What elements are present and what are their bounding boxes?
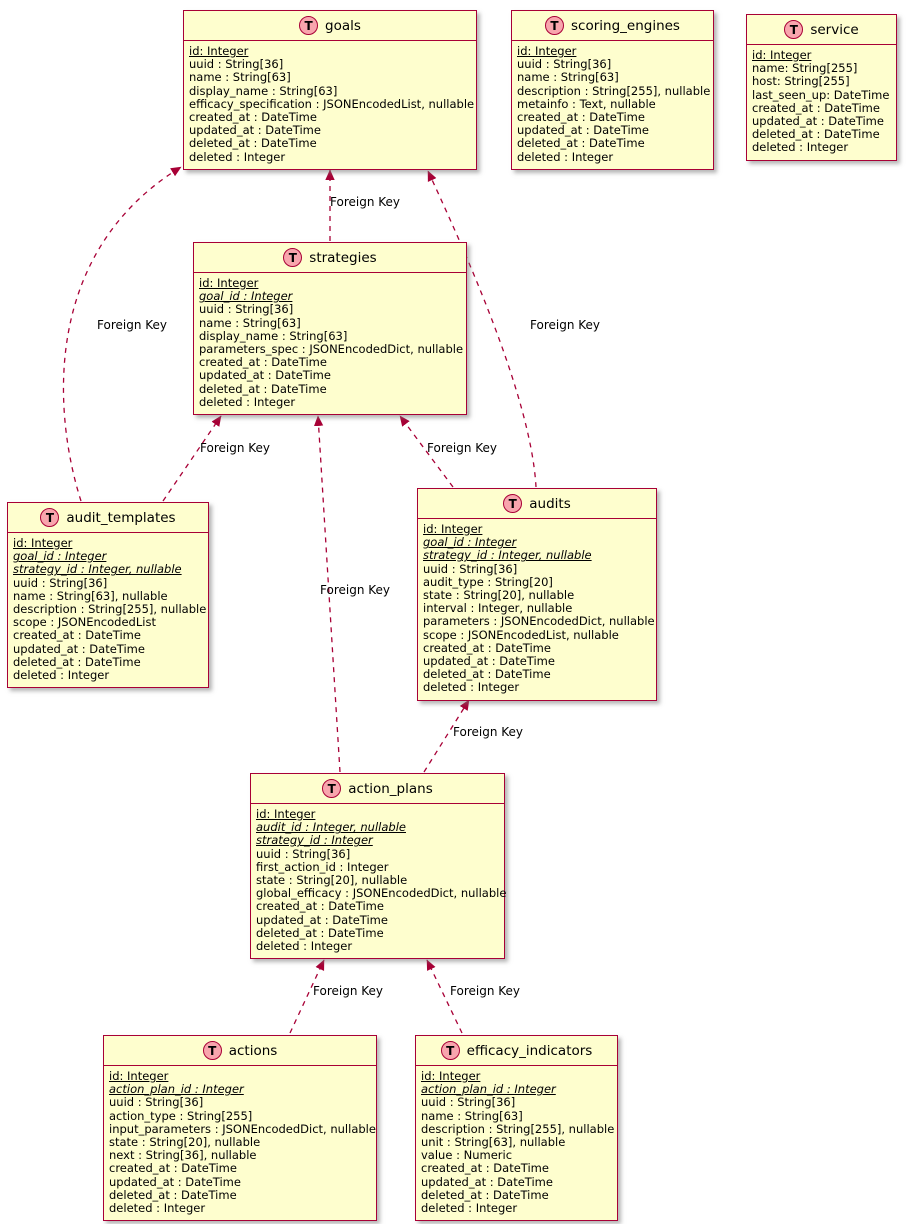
field-plain: uuid : String[36] xyxy=(517,57,612,72)
table-title: efficacy_indicators xyxy=(466,1042,593,1059)
table-header xyxy=(104,1036,376,1066)
field-plain: host: String[255] xyxy=(752,74,850,89)
field-pk: id: Integer xyxy=(256,807,316,821)
edge-label-action-plans-audits: Foreign Key xyxy=(453,725,523,739)
field-plain: updated_at : DateTime xyxy=(517,123,649,138)
field-plain: uuid : String[36] xyxy=(189,57,284,72)
table-type-icon: T xyxy=(441,1041,460,1060)
field-pk: id: Integer xyxy=(13,536,73,550)
field-plain: deleted : Integer xyxy=(423,680,520,695)
field-plain: next : String[36], nullable xyxy=(109,1148,257,1163)
table-strategies xyxy=(193,242,467,415)
field-plain: created_at : DateTime xyxy=(109,1161,237,1176)
field-plain: description : String[255], nullable xyxy=(421,1121,615,1136)
field-fk: audit_id : Integer, nullable xyxy=(256,820,406,835)
edge-label-efficacy-indicators-action-plans: Foreign Key xyxy=(450,984,520,998)
field-plain: deleted_at : DateTime xyxy=(256,925,384,940)
field-plain: updated_at : DateTime xyxy=(421,1174,553,1189)
field-plain: created_at : DateTime xyxy=(199,355,327,370)
table-title: action_plans xyxy=(348,780,433,797)
table-title: goals xyxy=(325,17,361,34)
field-plain: audit_type : String[20] xyxy=(423,574,553,589)
field-plain: uuid : String[36] xyxy=(256,846,351,861)
table-header xyxy=(747,15,896,45)
field-plain: updated_at : DateTime xyxy=(109,1174,241,1189)
table-type-icon: T xyxy=(322,779,341,798)
field-list xyxy=(8,533,208,687)
field-plain: input_parameters : JSONEncodedDict, nullable xyxy=(109,1121,376,1136)
field-plain: name: String[255] xyxy=(752,61,858,76)
field-plain: updated_at : DateTime xyxy=(13,641,145,656)
edge-label-strategies-goals: Foreign Key xyxy=(330,195,400,209)
field-plain: deleted : Integer xyxy=(109,1201,206,1216)
table-type-icon: T xyxy=(503,494,522,513)
field-fk: action_plan_id : Integer xyxy=(109,1082,244,1097)
field-plain: interval : Integer, nullable xyxy=(423,601,573,616)
field-list xyxy=(418,519,656,700)
edge-label-actions-action-plans: Foreign Key xyxy=(313,984,383,998)
field-fk: goal_id : Integer xyxy=(423,535,517,550)
table-service xyxy=(746,14,897,161)
field-plain: deleted_at : DateTime xyxy=(189,136,317,151)
edge-label-audits-strategies: Foreign Key xyxy=(427,441,497,455)
field-plain: created_at : DateTime xyxy=(189,110,317,125)
field-plain: deleted_at : DateTime xyxy=(199,381,327,396)
table-goals xyxy=(183,10,477,170)
field-plain: deleted_at : DateTime xyxy=(752,127,880,142)
field-plain: unit : String[63], nullable xyxy=(421,1135,566,1150)
field-list xyxy=(251,804,507,958)
field-plain: deleted : Integer xyxy=(189,149,286,164)
field-plain: state : String[20], nullable xyxy=(256,873,408,888)
field-plain: deleted : Integer xyxy=(421,1201,518,1216)
edge-label-audit-templates-goals: Foreign Key xyxy=(97,318,167,332)
field-plain: updated_at : DateTime xyxy=(752,114,884,129)
table-audits xyxy=(417,488,657,701)
field-plain: deleted : Integer xyxy=(13,668,110,683)
field-plain: deleted_at : DateTime xyxy=(109,1187,237,1202)
field-plain: name : String[63] xyxy=(421,1108,523,1123)
field-plain: scope : JSONEncodedList xyxy=(13,615,156,630)
field-plain: display_name : String[63] xyxy=(189,83,338,98)
field-plain: uuid : String[36] xyxy=(421,1095,516,1110)
field-plain: created_at : DateTime xyxy=(423,640,551,655)
field-plain: deleted : Integer xyxy=(256,939,353,954)
field-plain: description : String[255], nullable xyxy=(517,83,711,98)
field-list xyxy=(104,1066,376,1220)
table-type-icon: T xyxy=(203,1041,222,1060)
table-scoring-engines xyxy=(511,10,714,170)
field-pk: id: Integer xyxy=(421,1069,481,1083)
field-plain: parameters_spec : JSONEncodedDict, nullable xyxy=(199,342,464,357)
table-title: audits xyxy=(529,495,571,512)
field-plain: efficacy_specification : JSONEncodedList, nullable xyxy=(189,96,475,111)
field-plain: global_efficacy : JSONEncodedDict, nullable xyxy=(256,886,507,901)
field-list xyxy=(416,1066,617,1220)
field-list xyxy=(194,273,466,414)
field-plain: deleted_at : DateTime xyxy=(421,1187,549,1202)
field-plain: name : String[63] xyxy=(189,70,291,85)
field-plain: deleted : Integer xyxy=(199,394,296,409)
field-fk: strategy_id : Integer, nullable xyxy=(13,562,182,577)
field-plain: created_at : DateTime xyxy=(752,100,880,115)
table-type-icon: T xyxy=(283,248,302,267)
field-pk: id: Integer xyxy=(752,48,812,62)
table-type-icon: T xyxy=(299,16,318,35)
field-plain: scope : JSONEncodedList, nullable xyxy=(423,627,619,642)
edge-label-audits-goals: Foreign Key xyxy=(530,318,600,332)
table-efficacy-indicators xyxy=(415,1035,618,1221)
table-header xyxy=(194,243,466,273)
field-plain: deleted : Integer xyxy=(517,149,614,164)
field-plain: uuid : String[36] xyxy=(423,561,518,576)
field-plain: uuid : String[36] xyxy=(13,575,108,590)
field-plain: updated_at : DateTime xyxy=(423,654,555,669)
field-plain: description : String[255], nullable xyxy=(13,602,207,617)
field-plain: created_at : DateTime xyxy=(517,110,645,125)
table-type-icon: T xyxy=(545,16,564,35)
field-plain: created_at : DateTime xyxy=(13,628,141,643)
field-pk: id: Integer xyxy=(199,276,259,290)
table-header xyxy=(8,503,208,533)
field-plain: action_type : String[255] xyxy=(109,1108,253,1123)
table-header xyxy=(416,1036,617,1066)
table-title: audit_templates xyxy=(66,509,176,526)
table-type-icon: T xyxy=(40,508,59,527)
table-title: service xyxy=(810,21,859,38)
field-fk: goal_id : Integer xyxy=(199,289,293,304)
field-plain: created_at : DateTime xyxy=(256,899,384,914)
field-list xyxy=(747,45,896,160)
field-plain: last_seen_up: DateTime xyxy=(752,87,890,102)
field-fk: action_plan_id : Integer xyxy=(421,1082,556,1097)
field-pk: id: Integer xyxy=(517,44,577,58)
field-list xyxy=(184,41,476,169)
field-pk: id: Integer xyxy=(423,522,483,536)
field-plain: name : String[63] xyxy=(517,70,619,85)
table-header xyxy=(184,11,476,41)
edge-audit-templates-strategies xyxy=(163,416,221,501)
field-plain: uuid : String[36] xyxy=(199,302,294,317)
field-plain: deleted_at : DateTime xyxy=(423,667,551,682)
field-plain: updated_at : DateTime xyxy=(199,368,331,383)
field-pk: id: Integer xyxy=(189,44,249,58)
field-plain: value : Numeric xyxy=(421,1148,513,1163)
edge-label-action-plans-strategies: Foreign Key xyxy=(320,583,390,597)
field-plain: updated_at : DateTime xyxy=(189,123,321,138)
table-title: scoring_engines xyxy=(571,17,680,34)
table-header xyxy=(418,489,656,519)
field-plain: parameters : JSONEncodedDict, nullable xyxy=(423,614,655,629)
field-list xyxy=(512,41,713,169)
field-plain: deleted_at : DateTime xyxy=(13,654,141,669)
field-plain: display_name : String[63] xyxy=(199,328,348,343)
field-plain: state : String[20], nullable xyxy=(423,588,575,603)
field-plain: first_action_id : Integer xyxy=(256,859,389,874)
field-pk: id: Integer xyxy=(109,1069,169,1083)
edge-audit-templates-goals xyxy=(63,167,181,501)
field-fk: strategy_id : Integer xyxy=(256,833,373,848)
field-plain: name : String[63] xyxy=(199,315,301,330)
field-fk: goal_id : Integer xyxy=(13,549,107,564)
table-action-plans xyxy=(250,773,505,959)
table-header xyxy=(512,11,713,41)
field-plain: uuid : String[36] xyxy=(109,1095,204,1110)
table-header xyxy=(251,774,504,804)
field-plain: deleted : Integer xyxy=(752,140,849,155)
field-plain: name : String[63], nullable xyxy=(13,588,168,603)
field-plain: deleted_at : DateTime xyxy=(517,136,645,151)
edge-label-audit-templates-strategies: Foreign Key xyxy=(200,441,270,455)
table-audit-templates xyxy=(7,502,209,688)
table-actions xyxy=(103,1035,377,1221)
field-plain: metainfo : Text, nullable xyxy=(517,96,656,111)
field-plain: updated_at : DateTime xyxy=(256,912,388,927)
field-plain: created_at : DateTime xyxy=(421,1161,549,1176)
field-plain: state : String[20], nullable xyxy=(109,1135,261,1150)
table-type-icon: T xyxy=(784,20,803,39)
field-fk: strategy_id : Integer, nullable xyxy=(423,548,592,563)
table-title: strategies xyxy=(309,249,377,266)
table-title: actions xyxy=(228,1042,278,1059)
